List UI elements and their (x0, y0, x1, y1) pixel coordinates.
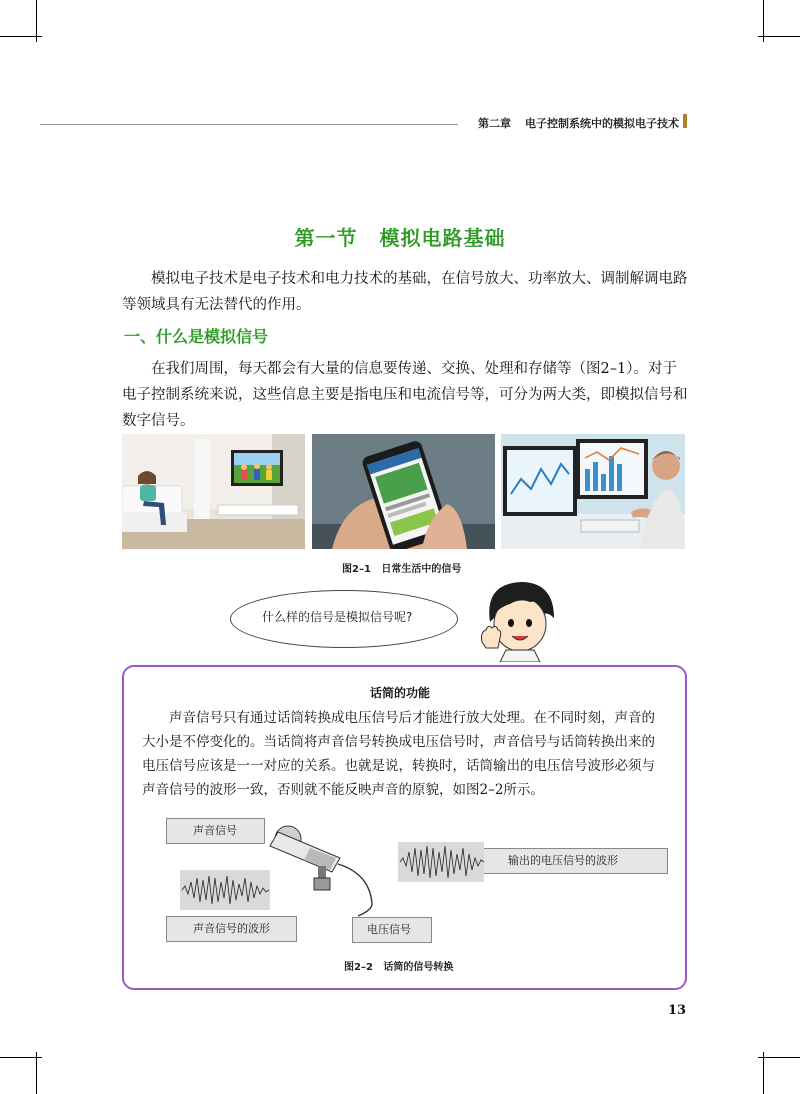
figure-label: 图2–1 (342, 564, 371, 575)
figure-caption-text: 日常生活中的信号 (381, 564, 462, 575)
microphone-icon (270, 826, 372, 916)
header-title: 电子控制系统中的模拟电子技术 (525, 117, 679, 130)
page-number: 13 (668, 1003, 687, 1018)
header-accent-bar (683, 114, 687, 128)
crop-mark (758, 1057, 800, 1058)
label-voltage-signal: 电压信号 (352, 917, 432, 943)
running-header (478, 115, 679, 131)
header-rule (40, 124, 458, 125)
crop-mark (758, 36, 800, 37)
info-box-title: 话筒的功能 (369, 686, 430, 700)
label-sound-signal: 声音信号 (166, 818, 265, 844)
intro-paragraph: 模拟电子技术是电子技术和电力技术的基础，在信号放大、功率放大、调制解调电路等领域具有无法替代的作用。 (122, 271, 688, 313)
figure-caption-text: 话筒的信号转换 (383, 962, 454, 973)
photo-tv-living-room (122, 434, 305, 549)
label-sound-waveform: 声音信号的波形 (166, 916, 297, 942)
section-name: 模拟电路基础 (379, 226, 506, 250)
photo-smartphone (312, 434, 495, 549)
subsection-title: 一、什么是模拟信号 (124, 327, 269, 346)
section-title (0, 222, 800, 251)
microphone-diagram (160, 818, 500, 918)
crop-mark (36, 1052, 37, 1094)
info-box-paragraph: 声音信号只有通过话筒转换成电压信号后才能进行放大处理。在不同时刻，声音的大小是不停变化的。当话筒将声音信号转换成电压信号时，声音信号与话筒转换出来的电压信号应该是一一对应的关系。也就是说，转换时，话筒输出的电压信号波形必须与声音信号的波形一致，否则就不能反映声音的原貌，如图2–2所示。 (142, 710, 655, 798)
crop-mark (763, 1052, 764, 1094)
photo-computer-monitors (501, 434, 685, 549)
cartoon-boy-illustration (478, 578, 558, 662)
section-number: 第一节 (294, 226, 358, 250)
crop-mark (0, 1057, 42, 1058)
body-paragraph: 在我们周围，每天都会有大量的信息要传递、交换、处理和存储等（图2–1）。对于电子控制系统来说，这些信息主要是指电压和电流信号等，可分为两大类，即模拟信号和数字信号。 (122, 361, 688, 429)
figure-caption-2-1 (342, 560, 461, 575)
header-chapter: 第二章 (478, 117, 511, 130)
figure-label: 图2–2 (344, 962, 373, 973)
label-output-waveform: 输出的电压信号的波形 (483, 848, 668, 874)
speech-bubble-text: 什么样的信号是模拟信号呢? (262, 610, 413, 624)
figure-caption-2-2 (344, 958, 453, 973)
crop-mark (0, 36, 42, 37)
